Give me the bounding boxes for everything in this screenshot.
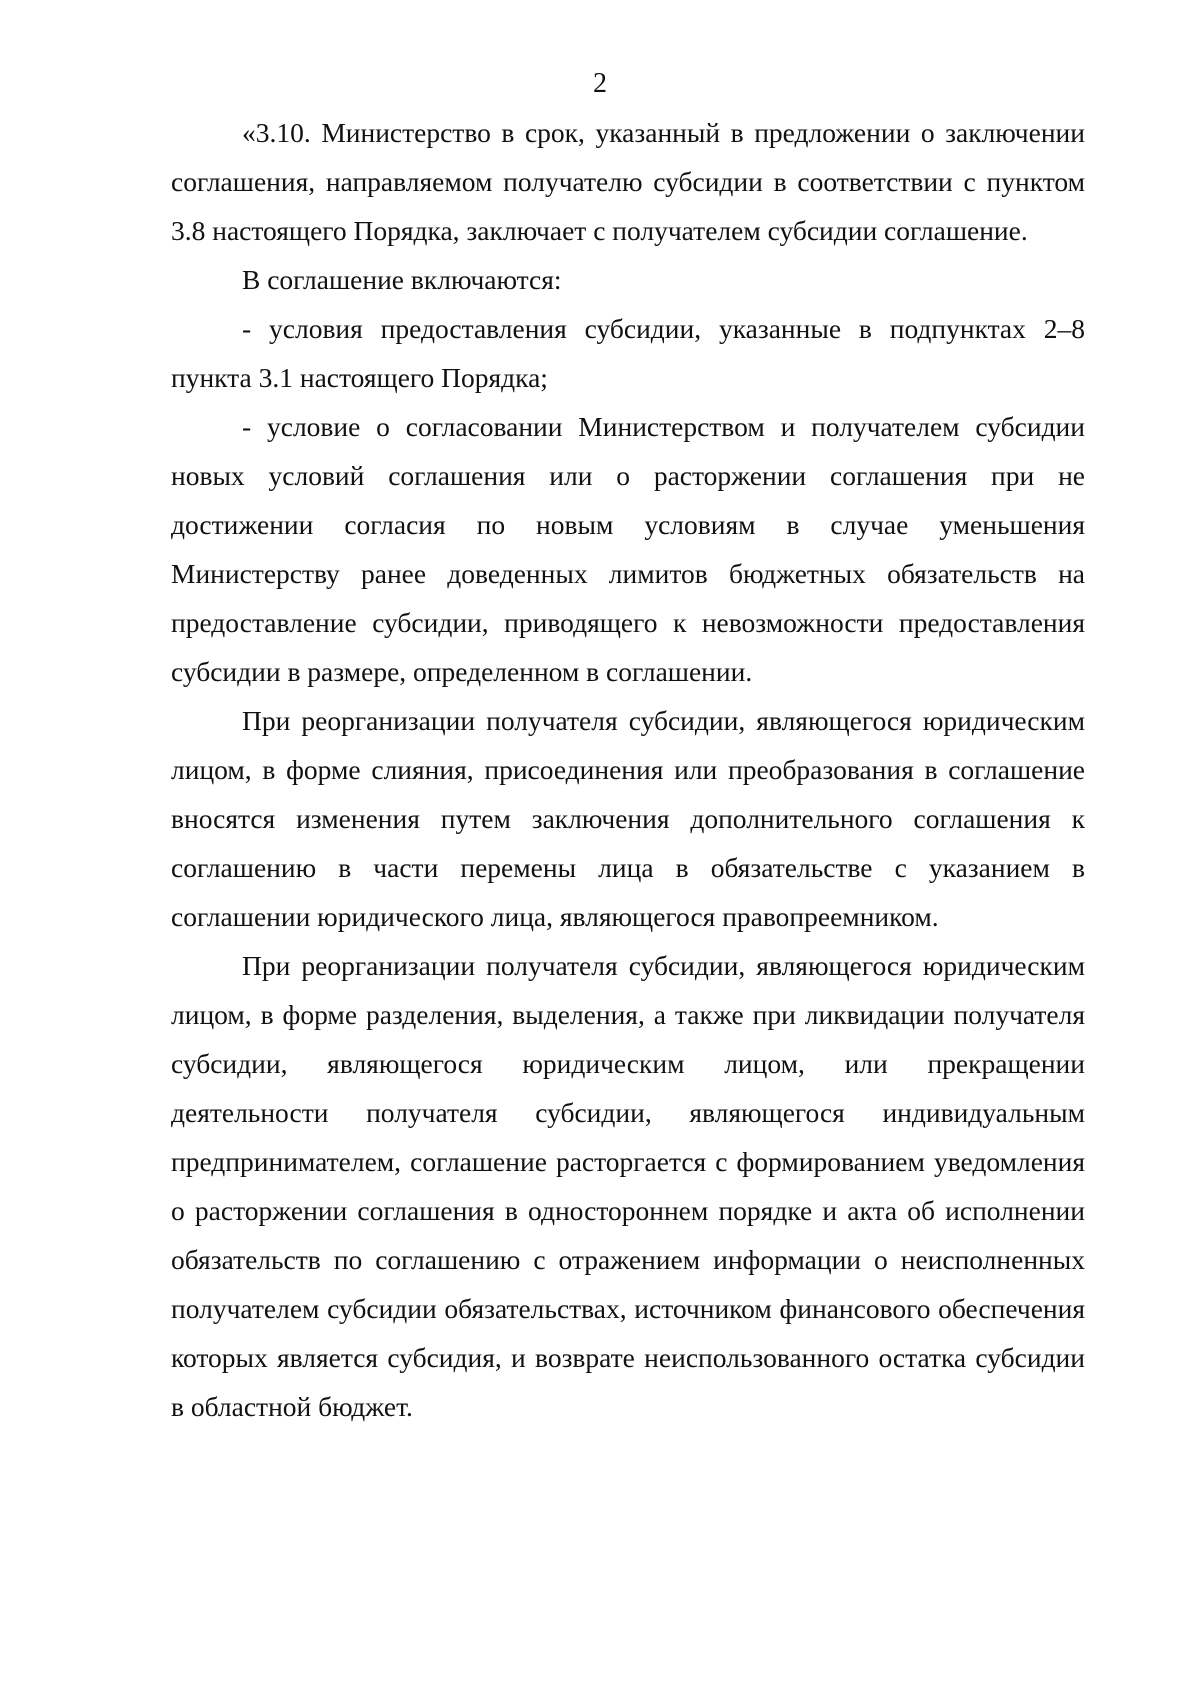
paragraph-list-item-agreement-terms: - условие о согласовании Министерством и получателем субсидии новых условий соглашения или о расторжении соглашения при не достижении согласия по новым условиям в случае уменьшения Министерству ранее доведенных лимитов бюджетных обязательств на предоставление субсидии, приводящего к невозможности предоставления субсидии в размере, определенном в соглашении. xyxy=(171,411,1085,687)
paragraph-reorganization-division: При реорганизации получателя субсидии, являющегося юридическим лицом, в форме разделения, выделения, а также при ликвидации получателя субсидии, являющегося юридическим лицом, или прекращении деятельности получателя субсидии, являющегося индивидуальным предпринимателем, соглашение расторгается с формированием уведомления о расторжении соглашения в одностороннем порядке и акта об исполнении обязательств по соглашению с отражением информации о неисполненных получателем субсидии обязательствах, источником финансового обеспечения которых является субсидия, и возврате неиспользованного остатка субсидии в областной бюджет. xyxy=(171,950,1085,1422)
document-body xyxy=(171,108,1085,1431)
paragraph-reorganization-merger: При реорганизации получателя субсидии, являющегося юридическим лицом, в форме слияния, присоединения или преобразования в соглашение вносятся изменения путем заключения дополнительного соглашения к соглашению в части перемены лица в обязательстве с указанием в соглашении юридического лица, являющегося правопреемником. xyxy=(171,705,1085,932)
paragraph-3-10: «3.10. Министерство в срок, указанный в предложении о заключении соглашения, направляемом получателю субсидии в соответствии с пунктом 3.8 настоящего Порядка, заключает с получателем субсидии соглашение. xyxy=(171,117,1085,246)
paragraph-agreement-includes: В соглашение включаются: xyxy=(242,264,562,295)
page-number: 2 xyxy=(593,68,607,99)
paragraph-list-item-conditions: - условия предоставления субсидии, указанные в подпунктах 2–8 пункта 3.1 настоящего Порядка; xyxy=(171,313,1085,393)
